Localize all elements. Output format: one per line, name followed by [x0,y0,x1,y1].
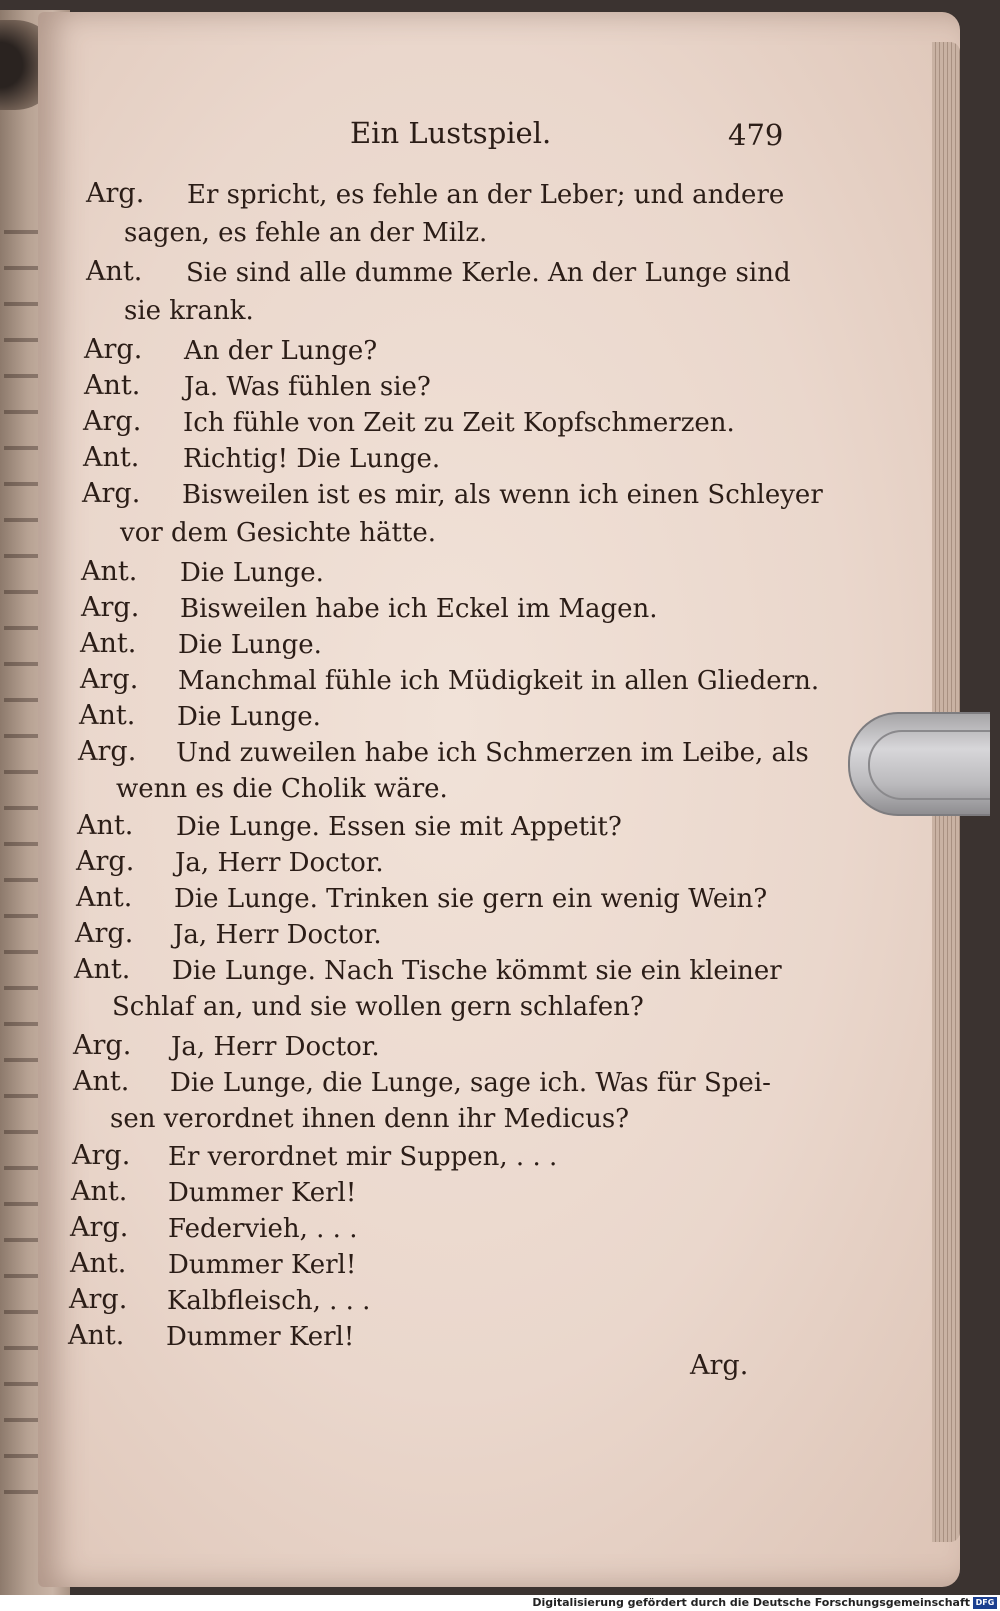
speaker-label: Ant. [68,1320,125,1351]
dialogue-line: Bisweilen ist es mir, als wenn ich einen Schleyer [182,480,823,510]
speaker-label: Ant. [86,256,143,287]
speaker-label: Arg. [81,592,140,623]
dialogue-line: Kalbfleisch, . . . [167,1286,371,1316]
dialogue-line: Die Lunge, die Lunge, sage ich. Was für Spei- [170,1068,771,1098]
dialogue-line: Ja, Herr Doctor. [175,848,384,878]
dialogue-continuation: vor dem Gesichte hätte. [120,518,436,548]
dialogue-line: Dummer Kerl! [166,1322,355,1352]
dialogue-line: Bisweilen habe ich Eckel im Magen. [180,594,658,624]
dialogue-line: Federvieh, . . . [168,1214,358,1244]
speaker-label: Ant. [80,628,137,659]
dialogue-line: Die Lunge. [178,630,322,660]
speaker-label: Arg. [86,178,145,209]
speaker-label: Arg. [75,918,134,949]
dialogue-line: Ja. Was fühlen sie? [184,372,431,402]
speaker-label: Arg. [84,334,143,365]
speaker-label: Arg. [73,1030,132,1061]
dialogue-continuation: Schlaf an, und sie wollen gern schlafen? [112,992,644,1022]
page-number: 479 [728,118,784,152]
dialogue-line: Er spricht, es fehle an der Leber; und andere [187,180,785,210]
dialogue-line: Ja, Herr Doctor. [173,920,382,950]
running-title: Ein Lustspiel. [350,116,552,150]
speaker-label: Arg. [69,1284,128,1315]
speaker-label: Ant. [71,1176,128,1207]
funding-credit: Digitalisierung gefördert durch die Deutsche Forschungsgemeinschaft [532,1596,970,1609]
dialogue-line: Die Lunge. Nach Tische kömmt sie ein kleiner [172,956,782,986]
speaker-label: Ant. [81,556,138,587]
speaker-label: Ant. [70,1248,127,1279]
speaker-label: Arg. [70,1212,129,1243]
speaker-label: Arg. [83,406,142,437]
dialogue-line: Richtig! Die Lunge. [183,444,441,474]
speaker-label: Ant. [77,810,134,841]
speaker-label: Arg. [82,478,141,509]
dialogue-line: Die Lunge. [177,702,321,732]
speaker-label: Arg. [76,846,135,877]
dialogue-continuation: sie krank. [124,296,254,326]
speaker-label: Ant. [73,1066,130,1097]
dialogue-line: Ja, Herr Doctor. [171,1032,380,1062]
dialogue-line: An der Lunge? [184,336,378,366]
speaker-label: Ant. [76,882,133,913]
dialogue-line: Er verordnet mir Suppen, . . . [168,1142,558,1172]
dialogue-continuation: sen verordnet ihnen denn ihr Medicus? [110,1104,630,1134]
dialogue-line: Die Lunge. Essen sie mit Appetit? [176,812,622,842]
dialogue-continuation: wenn es die Cholik wäre. [116,774,448,804]
speaker-label: Arg. [72,1140,131,1171]
speaker-label: Ant. [84,370,141,401]
dialogue-line: Ich fühle von Zeit zu Zeit Kopfschmerzen. [183,408,735,438]
dialogue-line: Sie sind alle dumme Kerle. An der Lunge sind [186,258,791,288]
dfg-logo: DFG [973,1597,997,1609]
dialogue-line: Dummer Kerl! [168,1178,357,1208]
dialogue-line: Und zuweilen habe ich Schmerzen im Leibe, als [176,738,809,768]
speaker-label: Ant. [79,700,136,731]
dialogue-line: Die Lunge. [180,558,324,588]
dialogue-continuation: sagen, es fehle an der Milz. [124,218,488,248]
speaker-label: Ant. [74,954,131,985]
dialogue-line: Dummer Kerl! [168,1250,357,1280]
speaker-label: Arg. [80,664,139,695]
dialogue-line: Die Lunge. Trinken sie gern ein wenig Wein? [174,884,768,914]
speaker-label: Ant. [83,442,140,473]
dialogue-line: Manchmal fühle ich Müdigkeit in allen Gliedern. [178,666,820,696]
catchword: Arg. [690,1350,749,1381]
digitization-footer [0,1595,1000,1611]
speaker-label: Arg. [78,736,137,767]
